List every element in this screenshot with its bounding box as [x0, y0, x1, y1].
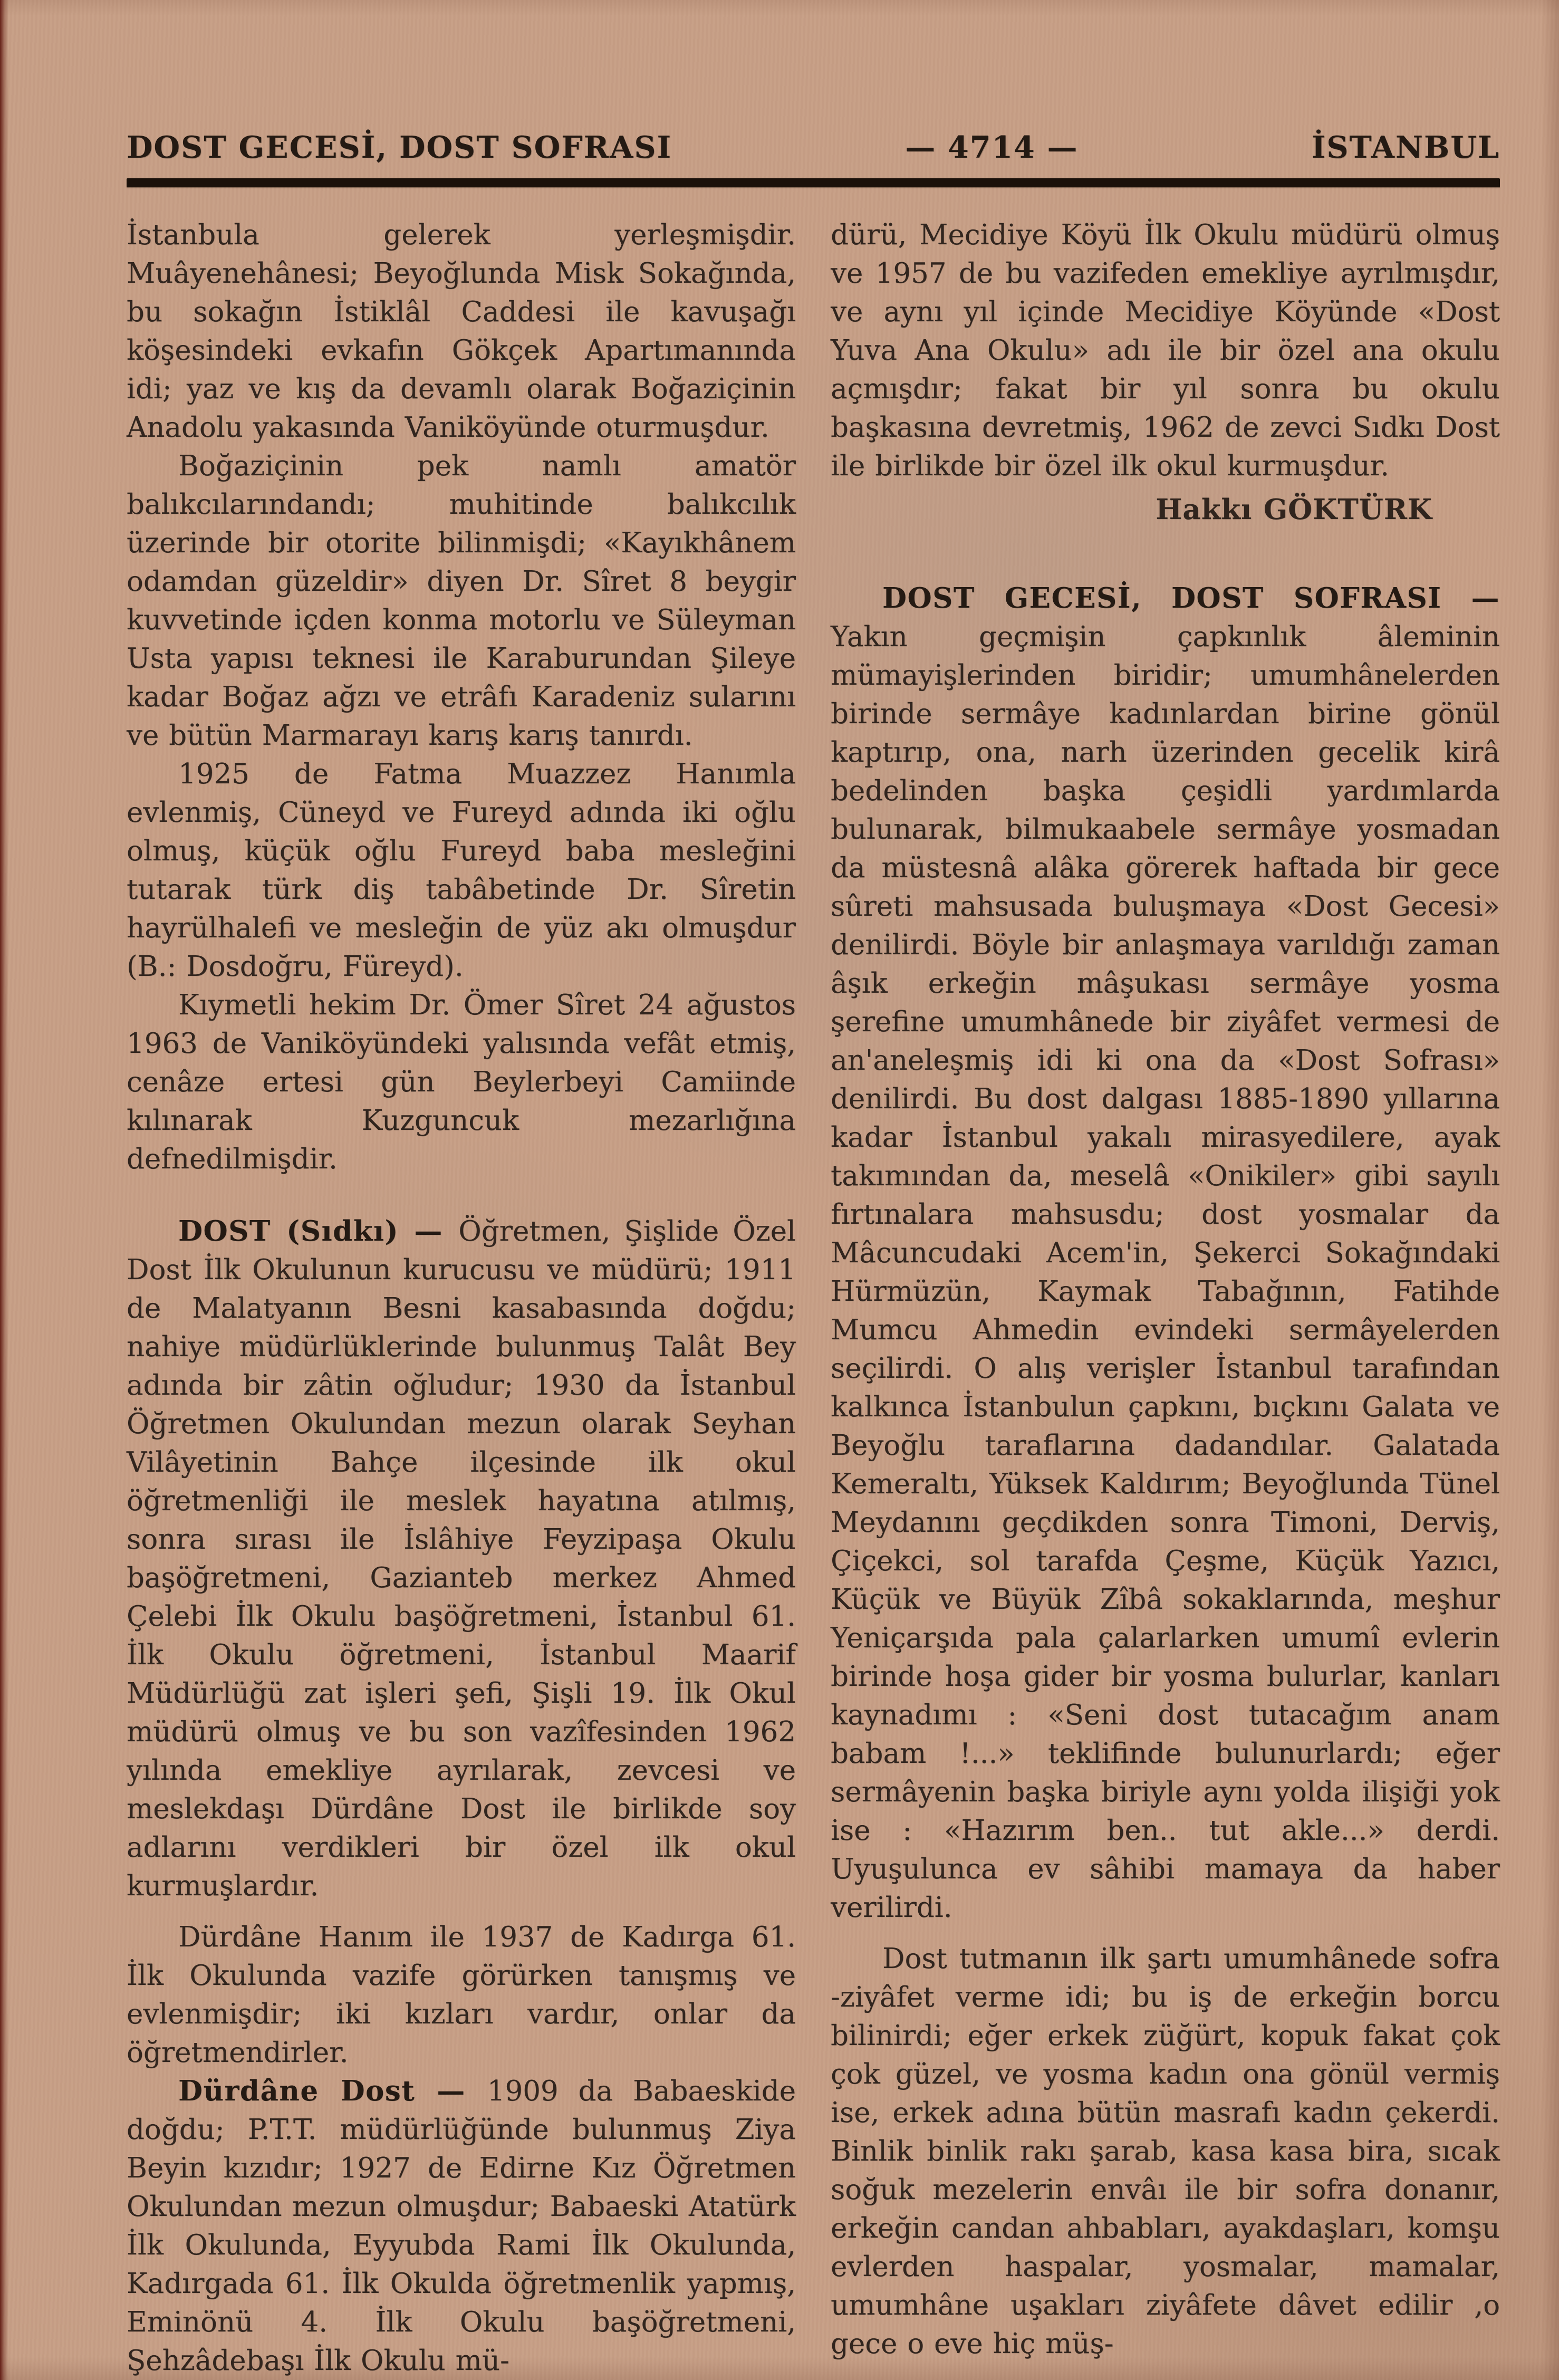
page-number: — 4714 —: [905, 130, 1079, 165]
paragraph: Dürdâne Hanım ile 1937 de Kadırga 61. İlk Okulunda vazife görürken tanışmış ve evlenmişdir; iki kızları vardır, onlar da öğretmendirler.: [127, 1921, 796, 2069]
paragraph: DOST (Sıdkı) — Öğretmen, Şişlide Özel Dost İlk Okulunun kurucusu ve müdürü; 1911 de Malatyanın Besni kasabasında doğdu; nahiye müdürlüklerinde bulunmuş Talât Bey adında bir zâtin oğludur; 1930 da İstanbul Öğretmen Okulundan mezun olarak Seyhan Vilâyetinin Bahçe ilçesinde ilk okul öğretmenliği ile meslek hayatına atılmış, sonra sırası ile İslâhiye Feyzipaşa Okulu başöğretmeni, Gazianteb merkez Ahmed Çelebi İlk Okulu başöğretmeni, İstanbul 61. İlk Okulu öğretmeni, İstanbul Maarif Müdürlüğü zat işleri şefi, Şişli 19. İlk Okul müdürü olmuş ve bu son vazîfesinden 1962 yılında emekliye ayrılarak, zevcesi ve meslekdaşı Dürdâne Dost ile birlikde soy adlarını verdikleri bir özel ilk okul kurmuşlardır.: [127, 1215, 796, 1902]
paragraph: Dost tutmanın ilk şartı umumhânede sofra -ziyâfet verme idi; bu iş de erkeğin borcu bilinirdi; eğer erkek züğürt, kopuk fakat çok çok güzel, ve yosma kadın ona gönül vermiş ise, erkek adına bütün masrafı kadın çekerdi. Binlik binlik rakı şarab, kasa kasa bira, sıcak soğuk mezelerin envâı ile bir sofra donanır, erkeğin candan ahbabları, ayakdaşları, komşu evlerden haspalar, yosmalar, mamalar, umumhâne uşakları ziyâfete dâvet edilir ,o gece o eve hiç müş-: [831, 1943, 1500, 2360]
author-signature: Hakkı GÖKTÜRK: [1156, 493, 1432, 526]
right-column: [831, 216, 1500, 2380]
page-header: [127, 131, 1500, 165]
header-rule: [127, 178, 1500, 187]
paragraph: Boğaziçinin pek namlı amatör balıkcılarındandı; muhitinde balıkcılık üzerinde bir otorite bilinmişdi; «Kayıkhânem odamdan güzeldir» diyen Dr. Sîret 8 beygir kuvvetinde içden konma motorlu ve Süleyman Usta yapısı teknesi ile Karaburundan Şileye kadar Boğaz ağzı ve etrâfı Karadeniz sularını ve bütün Marmarayı karış karış tanırdı.: [127, 450, 796, 752]
running-title-entry: DOST GECESİ, DOST SOFRASI: [127, 130, 672, 165]
text-columns: [127, 216, 1500, 2380]
paragraph: Dürdâne Dost — 1909 da Babaeskide doğdu; P.T.T. müdürlüğünde bulunmuş Ziya Beyin kızıdır; 1927 de Edirne Kız Öğretmen Okulundan mezun olmuşdur; Babaeski Atatürk İlk Okulunda, Eyyubda Rami İlk Okulunda, Kadırgada 61. İlk Okulda öğretmenlik yapmış, Eminönü 4. İlk Okulu başöğretmeni, Şehzâdebaşı İlk Okulu mü-: [127, 2075, 796, 2377]
paragraph: Kıymetli hekim Dr. Ömer Sîret 24 ağustos 1963 de Vaniköyündeki yalısında vefât etmiş, cenâze ertesi gün Beylerbeyi Camiinde kılınarak Kuzguncuk mezarlığına defnedilmişdir.: [127, 989, 796, 1175]
entry-heading: DOST (Sıdkı) —: [178, 1215, 459, 1247]
paragraph: dürü, Mecidiye Köyü İlk Okulu müdürü olmuş ve 1957 de bu vazifeden emekliye ayrılmışdır, ve aynı yıl içinde Mecidiye Köyünde «Dost Yuva Ana Okulu» adı ile bir özel ana okulu açmışdır; fakat bir yıl sonra bu okulu başkasına devretmiş, 1962 de zevci Sıdkı Dost ile birlikde bir özel ilk okul kurmuşdur.: [831, 219, 1500, 482]
running-title-volume: İSTANBUL: [1311, 130, 1500, 165]
paragraph: DOST GECESİ, DOST SOFRASI — Yakın geçmişin çapkınlık âleminin mümayişlerinden biridir; umumhânelerden birinde sermâye kadınlardan birine gönül kaptırıp, ona, narh üzerinden gecelik kirâ bedelinden başka çeşidli yardımlarda bulunarak, bilmukaabele sermâye yosmadan da müstesnâ alâka görerek haftada bir gece sûreti mahsusada buluşmaya «Dost Gecesi» denilirdi. Böyle bir anlaşmaya varıldığı zaman âşık erkeğin mâşukası sermâye yosma şerefine umumhânede bir ziyâfet vermesi de an'aneleşmiş idi ki ona da «Dost Sofrası» denilirdi. Bu dost dalgası 1885-1890 yıllarına kadar İstanbul yakalı mirasyedilere, ayak takımından da, meselâ «Onikiler» gibi sayılı fırtınalara mahsusdu; dost yosmalar da Mâcuncudaki Acem'in, Şekerci Sokağındaki Hürmüzün, Kaymak Tabağının, Fatihde Mumcu Ahmedin evindeki sermâyelerden seçilirdi. O alış verişler İstanbul tarafından kalkınca İstanbulun çapkını, bıçkını Galata ve Beyoğlu taraflarına dadandılar. Galatada Kemeraltı, Yüksek Kaldırım; Beyoğlunda Tünel Meydanını geçdikden sonra Timoni, Derviş, Çiçekci, sol tarafda Çeşme, Küçük Yazıcı, Küçük ve Büyük Zîbâ sokaklarında, meşhur Yeniçarşıda pala çalarlarken umumî evlerin birinde hoşa gider bir yosma bulurlar, kanları kaynadımı : «Seni dost tutacağım anam babam !...» teklifinde bulunurlardı; eğer sermâyenin başka biriyle aynı yolda ilişiği yok ise : «Hazırım ben.. tut akle...» derdi. Uyuşulunca ev sâhibi mamaya da haber verilirdi.: [831, 582, 1500, 1924]
paragraph: İstanbula gelerek yerleşmişdir. Muâyenehânesi; Beyoğlunda Misk Sokağında, bu sokağın İstiklâl Caddesi ile kavuşağı köşesindeki evkafın Gökçek Apartımanında idi; yaz ve kış da devamlı olarak Boğaziçinin Anadolu yakasında Vaniköyünde oturmuşdur.: [127, 219, 796, 444]
left-column: [127, 216, 796, 2380]
entry-heading: Dürdâne Dost —: [178, 2075, 487, 2107]
paragraph: 1925 de Fatma Muazzez Hanımla evlenmiş, Cüneyd ve Fureyd adında iki oğlu olmuş, küçük oğlu Fureyd baba mesleğini tutarak türk diş tabâbetinde Dr. Sîretin hayrülhalefi ve mesleğin de yüz akı olmuşdur (B.: Dosdoğru, Füreyd).: [127, 758, 796, 983]
entry-heading: DOST GECESİ, DOST SOFRASI —: [882, 582, 1500, 615]
